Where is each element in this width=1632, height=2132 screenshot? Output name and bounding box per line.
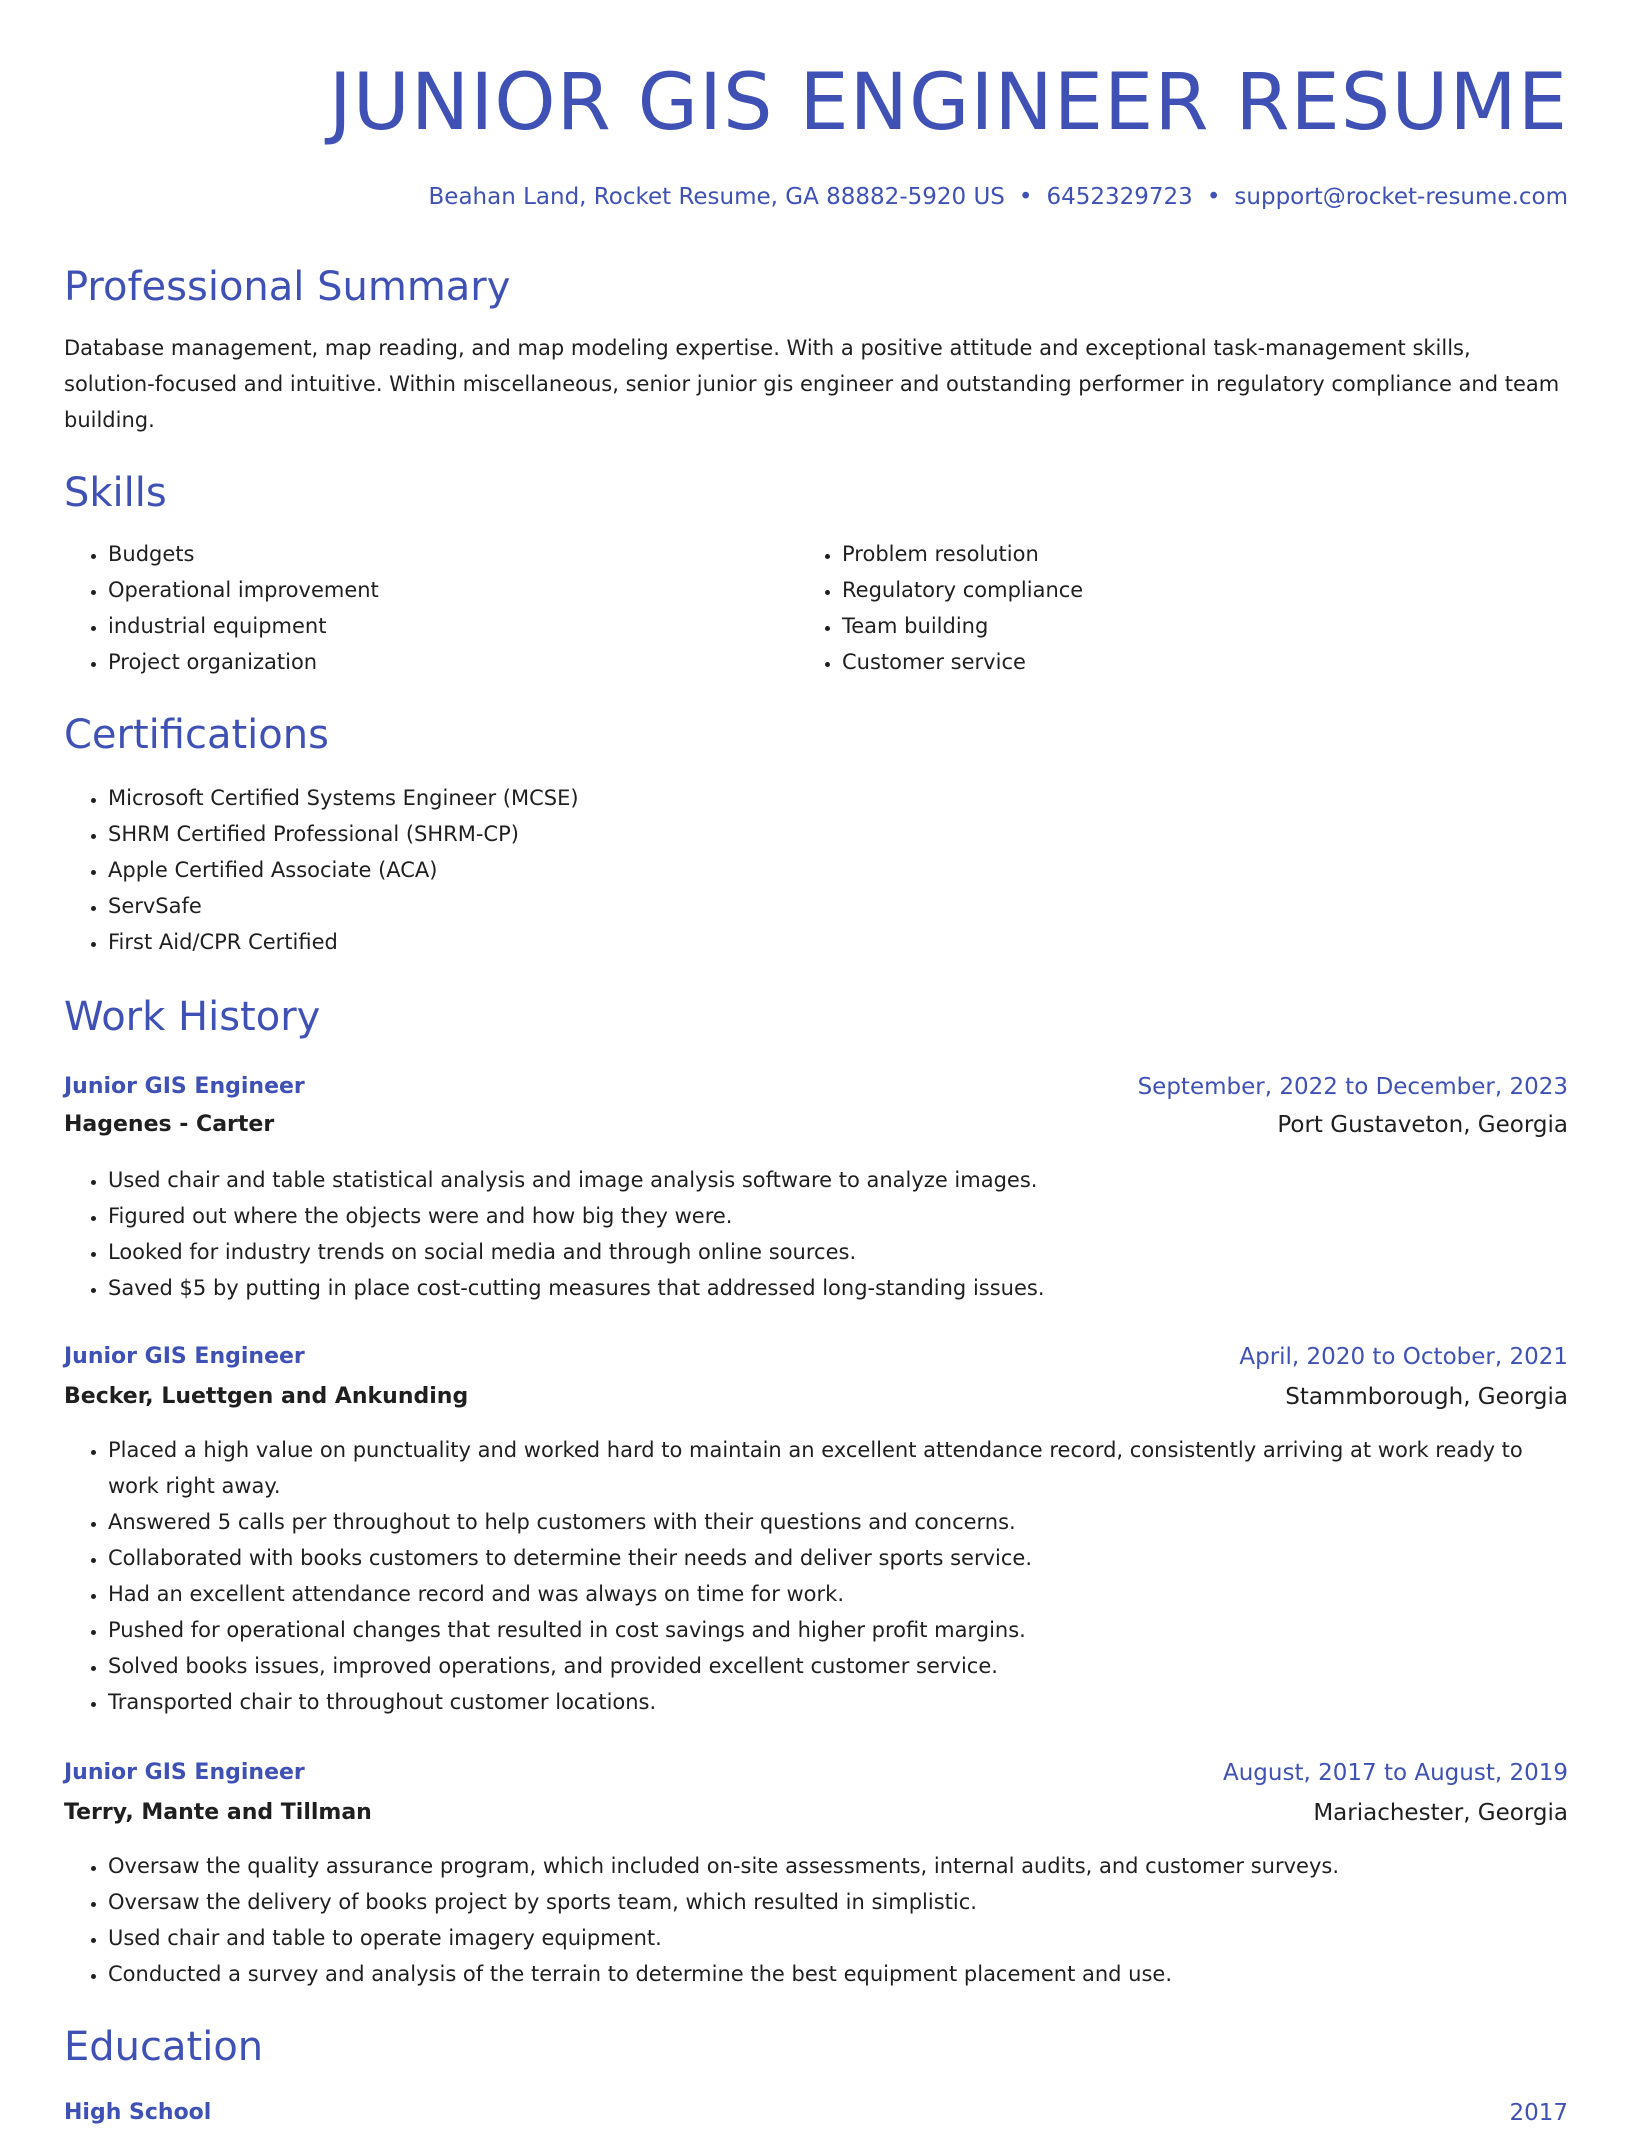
job-subheader: [64, 1378, 1568, 1416]
job-dates: April, 2020 to October, 2021: [1239, 1344, 1568, 1370]
job-bullet: • Had an excellent attendance record and was always on time for work.: [108, 1576, 1568, 1612]
job-location: Port Gustaveton, Georgia: [1277, 1112, 1568, 1138]
section-heading-education: Education: [64, 2024, 264, 2070]
job-bullet: • Used chair and table to operate imagery equipment.: [108, 1920, 1568, 1956]
job-header: [64, 1754, 1568, 1792]
job-bullet: • Figured out where the objects were and how big they were.: [108, 1198, 1568, 1234]
job-subheader: [64, 1106, 1568, 1144]
skill-item: • Regulatory compliance: [842, 572, 1542, 608]
certification-item: • Apple Certified Associate (ACA): [108, 852, 1568, 888]
job-bullets: [64, 1162, 1568, 1306]
certification-item: • SHRM Certified Professional (SHRM-CP): [108, 816, 1568, 852]
job-bullet: • Saved $5 by putting in place cost-cutting measures that addressed long-standing issues.: [108, 1270, 1568, 1306]
section-heading-certifications: Certifications: [64, 712, 329, 758]
job-header: [64, 1068, 1568, 1106]
skills-list-right: [798, 536, 1542, 680]
job-bullet: • Oversaw the delivery of books project by sports team, which resulted in simplistic.: [108, 1884, 1568, 1920]
job-company: Hagenes - Carter: [64, 1112, 275, 1137]
contact-separator: •: [1206, 184, 1221, 210]
skill-item: • Problem resolution: [842, 536, 1542, 572]
education-school: High School: [64, 2100, 212, 2125]
job-bullet: • Conducted a survey and analysis of the terrain to determine the best equipment placement and use.: [108, 1956, 1568, 1992]
job-company: Becker, Luettgen and Ankunding: [64, 1384, 469, 1409]
contact-separator: •: [1018, 184, 1033, 210]
certification-item: • Microsoft Certified Systems Engineer (MCSE): [108, 780, 1568, 816]
contact-phone: 6452329723: [1046, 184, 1193, 210]
job-subheader: [64, 1794, 1568, 1832]
skills-list-left: [64, 536, 808, 680]
skill-item: • Customer service: [842, 644, 1542, 680]
job-bullet: • Placed a high value on punctuality and worked hard to maintain an excellent attendance record, consistently arriving at work ready to work right away.: [108, 1432, 1568, 1504]
job-company: Terry, Mante and Tillman: [64, 1800, 372, 1825]
education-header: [64, 2094, 1568, 2132]
certifications-list: [64, 780, 1568, 960]
job-bullet: • Transported chair to throughout customer locations.: [108, 1684, 1568, 1720]
job-bullets: [64, 1432, 1568, 1720]
skill-item: • Operational improvement: [108, 572, 808, 608]
resume-title: JUNIOR GIS ENGINEER RESUME: [328, 58, 1568, 148]
job-bullets: [64, 1848, 1568, 1992]
certification-item: • ServSafe: [108, 888, 1568, 924]
job-location: Mariachester, Georgia: [1313, 1800, 1568, 1826]
contact-email[interactable]: support@rocket-resume.com: [1234, 184, 1568, 210]
job-title: Junior GIS Engineer: [64, 1074, 305, 1099]
job-dates: September, 2022 to December, 2023: [1137, 1074, 1568, 1100]
section-heading-summary: Professional Summary: [64, 264, 511, 310]
job-location: Stammborough, Georgia: [1285, 1384, 1568, 1410]
job-bullet: • Pushed for operational changes that resulted in cost savings and higher profit margins.: [108, 1612, 1568, 1648]
skill-item: • Budgets: [108, 536, 808, 572]
certification-item: • First Aid/CPR Certified: [108, 924, 1568, 960]
section-heading-skills: Skills: [64, 470, 167, 516]
job-bullet: • Collaborated with books customers to determine their needs and deliver sports service.: [108, 1540, 1568, 1576]
education-year: 2017: [1509, 2100, 1568, 2126]
job-header: [64, 1338, 1568, 1376]
job-dates: August, 2017 to August, 2019: [1223, 1760, 1568, 1786]
job-title: Junior GIS Engineer: [64, 1344, 305, 1369]
contact-address: Beahan Land, Rocket Resume, GA 88882-5920 US: [428, 184, 1005, 210]
contact-line: [429, 180, 1568, 214]
job-bullet: • Solved books issues, improved operations, and provided excellent customer service.: [108, 1648, 1568, 1684]
skill-item: • industrial equipment: [108, 608, 808, 644]
skill-item: • Team building: [842, 608, 1542, 644]
job-bullet: • Used chair and table statistical analysis and image analysis software to analyze images.: [108, 1162, 1568, 1198]
skill-item: • Project organization: [108, 644, 808, 680]
job-bullet: • Oversaw the quality assurance program, which included on-site assessments, internal audits, and customer surveys.: [108, 1848, 1568, 1884]
job-bullet: • Answered 5 calls per throughout to help customers with their questions and concerns.: [108, 1504, 1568, 1540]
job-bullet: • Looked for industry trends on social media and through online sources.: [108, 1234, 1568, 1270]
job-title: Junior GIS Engineer: [64, 1760, 305, 1785]
section-heading-work-history: Work History: [64, 994, 321, 1040]
summary-text: Database management, map reading, and map modeling expertise. With a positive attitude and exceptional task-management skills, solution-focused and intuitive. Within miscellaneous, senior junior gis engineer and outstanding performer in regulatory compliance and team building.: [64, 336, 1560, 432]
